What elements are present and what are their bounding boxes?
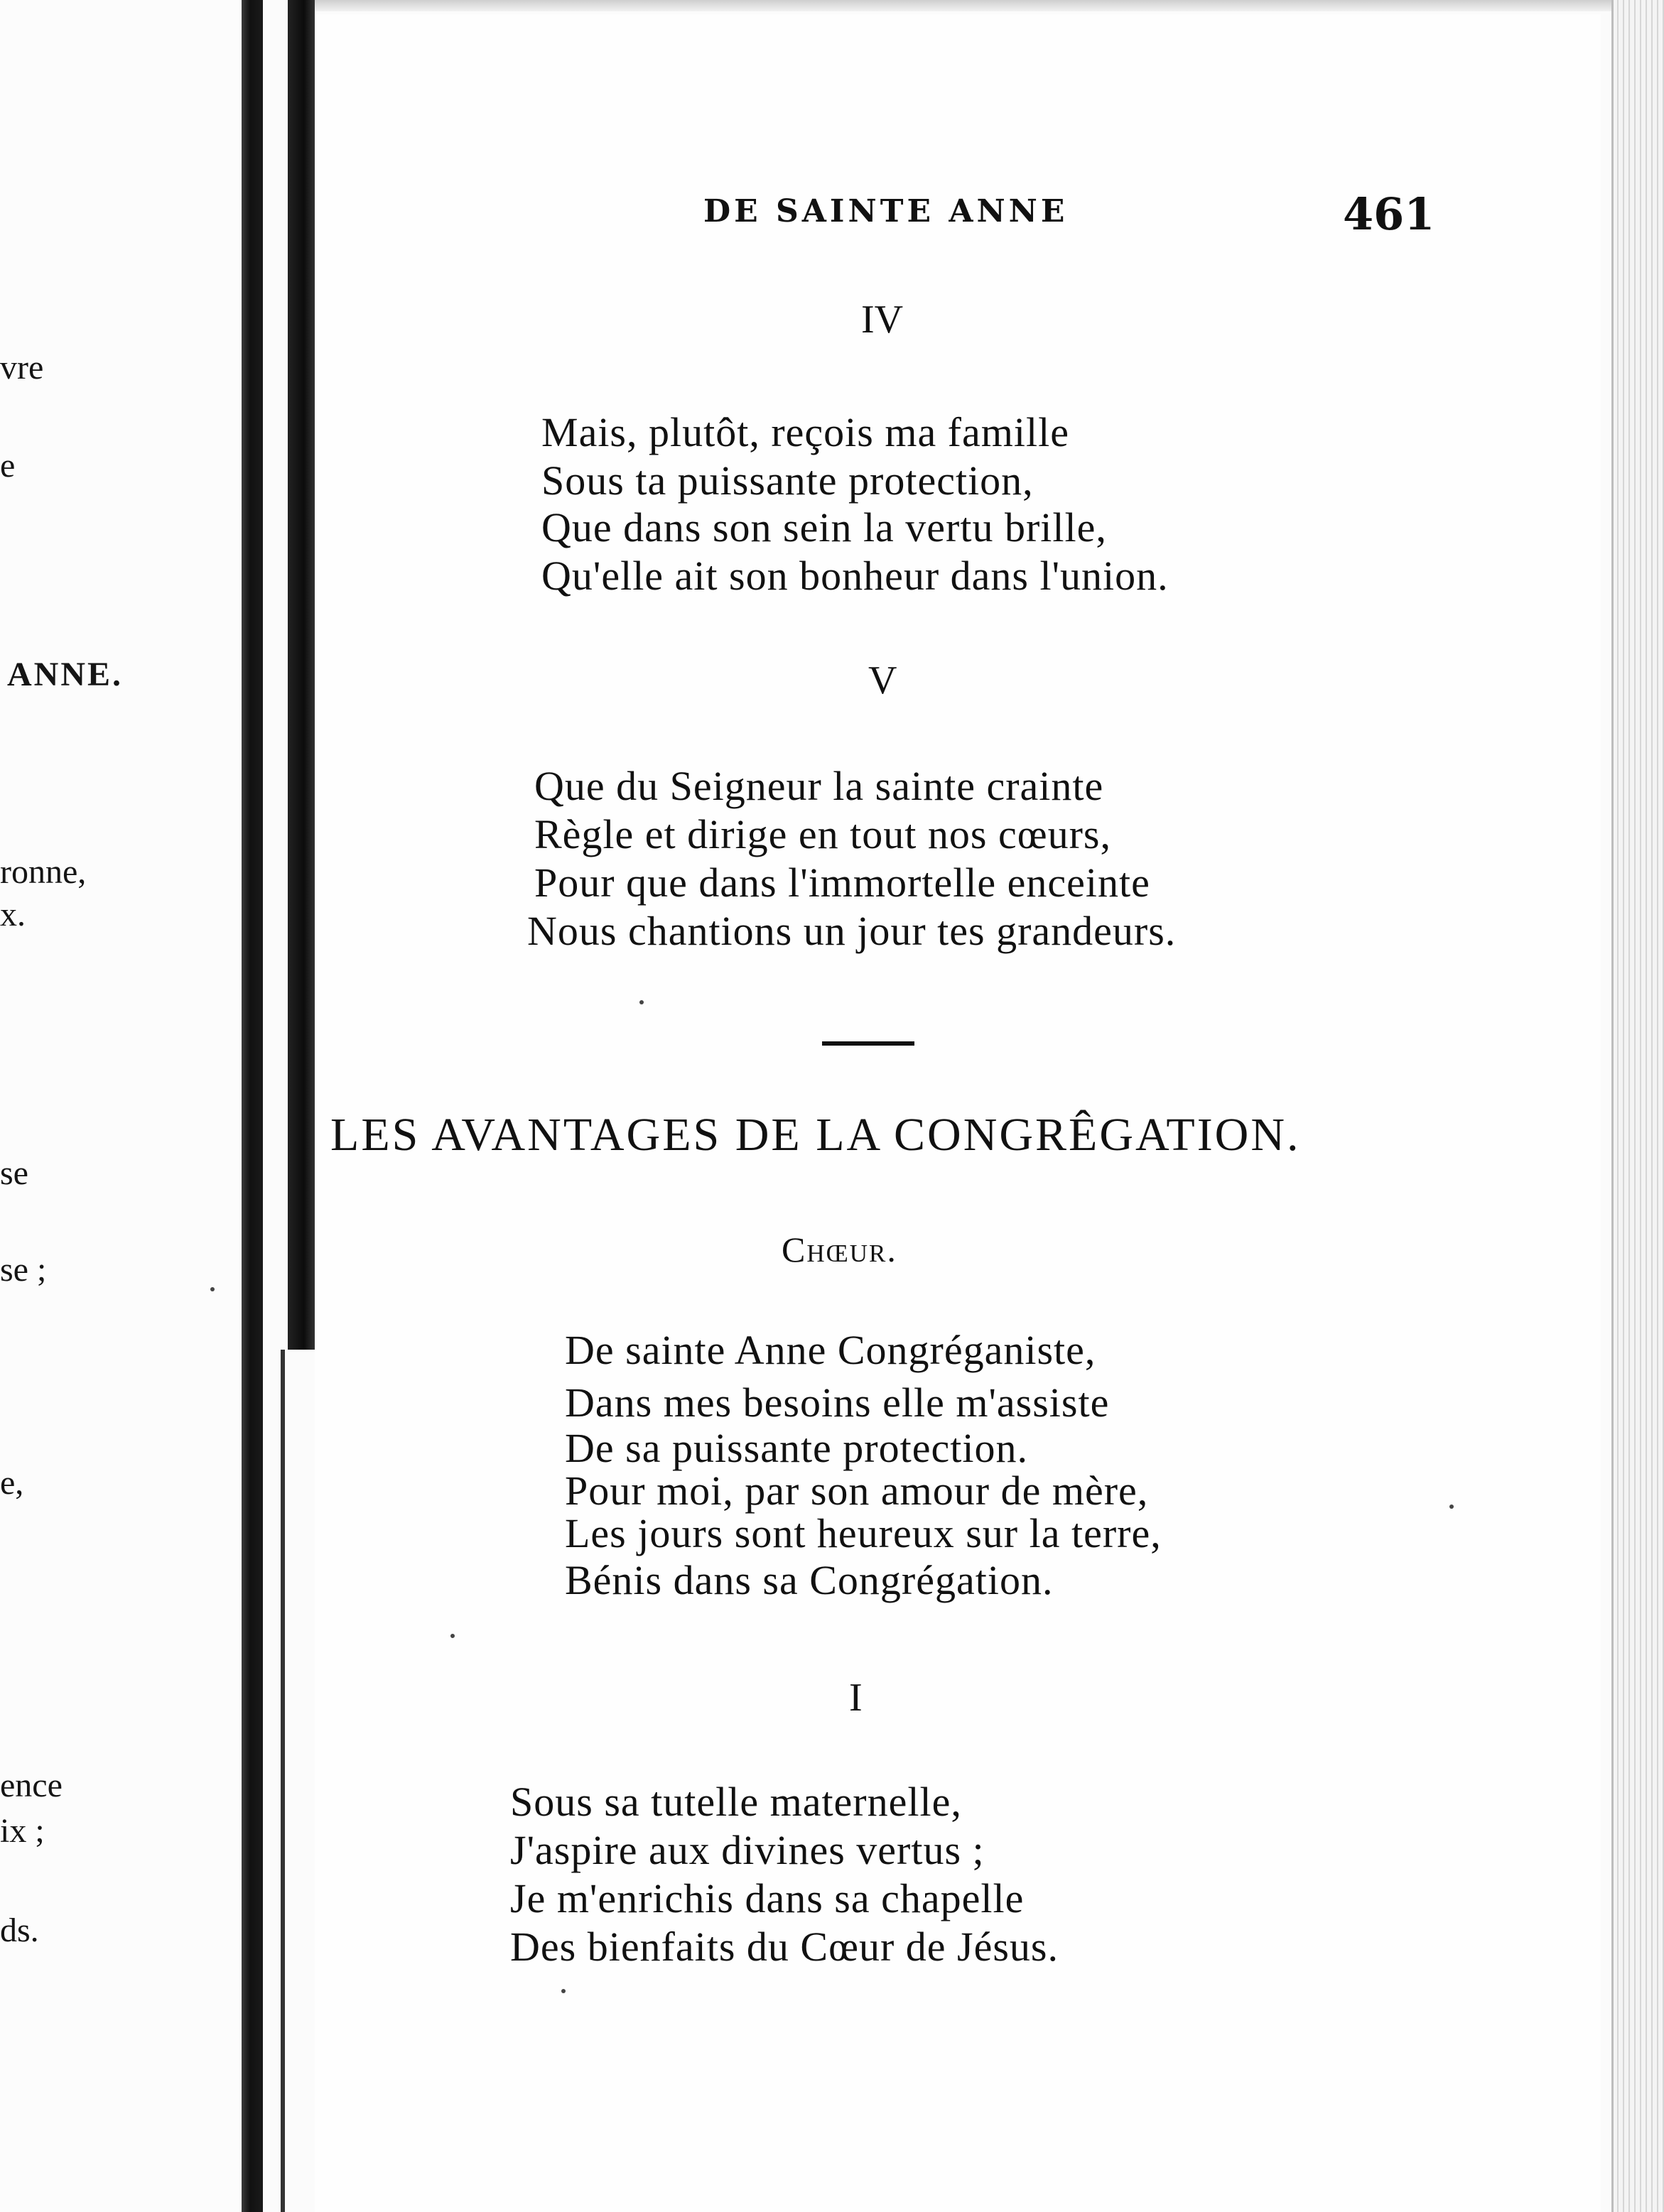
left-page-line: se	[0, 1154, 28, 1192]
verse-line: Pour moi, par son amour de mère,	[565, 1468, 1149, 1514]
left-page-line: vre	[0, 349, 44, 386]
book-gutter-shadow	[288, 0, 315, 1350]
page-top-edge	[315, 0, 1664, 11]
verse-line: Les jours sont heureux sur la terre,	[565, 1510, 1162, 1556]
left-page-line: ronne,	[0, 853, 87, 891]
verse-line: Que dans son sein la vertu brille,	[541, 504, 1107, 551]
scan-speck	[639, 1000, 644, 1004]
book-gutter-line	[281, 1350, 285, 2212]
section-divider	[822, 1041, 914, 1046]
stanza-numeral: V	[868, 658, 897, 703]
left-page-line: ANNE.	[7, 656, 124, 693]
stanza-numeral: IV	[861, 298, 904, 342]
verse-line: J'aspire aux divines vertus ;	[510, 1827, 985, 1873]
left-page-fragment	[0, 0, 242, 2212]
page-edges	[1613, 0, 1664, 2212]
left-page-line: e,	[0, 1464, 24, 1502]
left-page-line: x.	[0, 896, 26, 933]
verse-line: De sa puissante protection.	[565, 1425, 1028, 1471]
verse-line: De sainte Anne Congréganiste,	[565, 1327, 1096, 1373]
left-page-line: ds.	[0, 1912, 39, 1949]
verse-line: Dans mes besoins elle m'assiste	[565, 1379, 1110, 1426]
verse-line: Sous sa tutelle maternelle,	[510, 1779, 962, 1825]
book-gutter	[242, 0, 263, 2212]
running-head: DE SAINTE ANNE	[703, 193, 1069, 229]
page-number: 461	[1343, 188, 1435, 240]
scan-speck	[450, 1634, 455, 1638]
chorus-label: Chœur.	[782, 1230, 897, 1269]
verse-line: Sous ta puissante protection,	[541, 457, 1034, 504]
scan-speck	[1449, 1505, 1454, 1509]
left-page-line: e	[0, 447, 16, 484]
scan-speck	[210, 1287, 215, 1291]
left-page-line: se ;	[0, 1251, 47, 1289]
verse-line: Je m'enrichis dans sa chapelle	[510, 1875, 1025, 1921]
verse-line: Nous chantions un jour tes grandeurs.	[527, 908, 1177, 954]
left-page-line: ix ;	[0, 1812, 45, 1850]
left-page-line: ence	[0, 1767, 63, 1804]
verse-line: Bénis dans sa Congrégation.	[565, 1557, 1054, 1603]
scan-speck	[561, 1989, 566, 1993]
verse-line: Règle et dirige en tout nos cœurs,	[534, 811, 1111, 857]
verse-line: Des bienfaits du Cœur de Jésus.	[510, 1924, 1059, 1970]
verse-line: Que du Seigneur la sainte crainte	[534, 763, 1104, 809]
verse-line: Qu'elle ait son bonheur dans l'union.	[541, 553, 1169, 599]
stanza-numeral: I	[849, 1676, 863, 1720]
page-edge-line	[1611, 0, 1614, 2212]
song-title: LES AVANTAGES DE LA CONGRÊGATION.	[330, 1109, 1301, 1161]
verse-line: Pour que dans l'immortelle enceinte	[534, 860, 1150, 906]
verse-line: Mais, plutôt, reçois ma famille	[541, 409, 1069, 455]
